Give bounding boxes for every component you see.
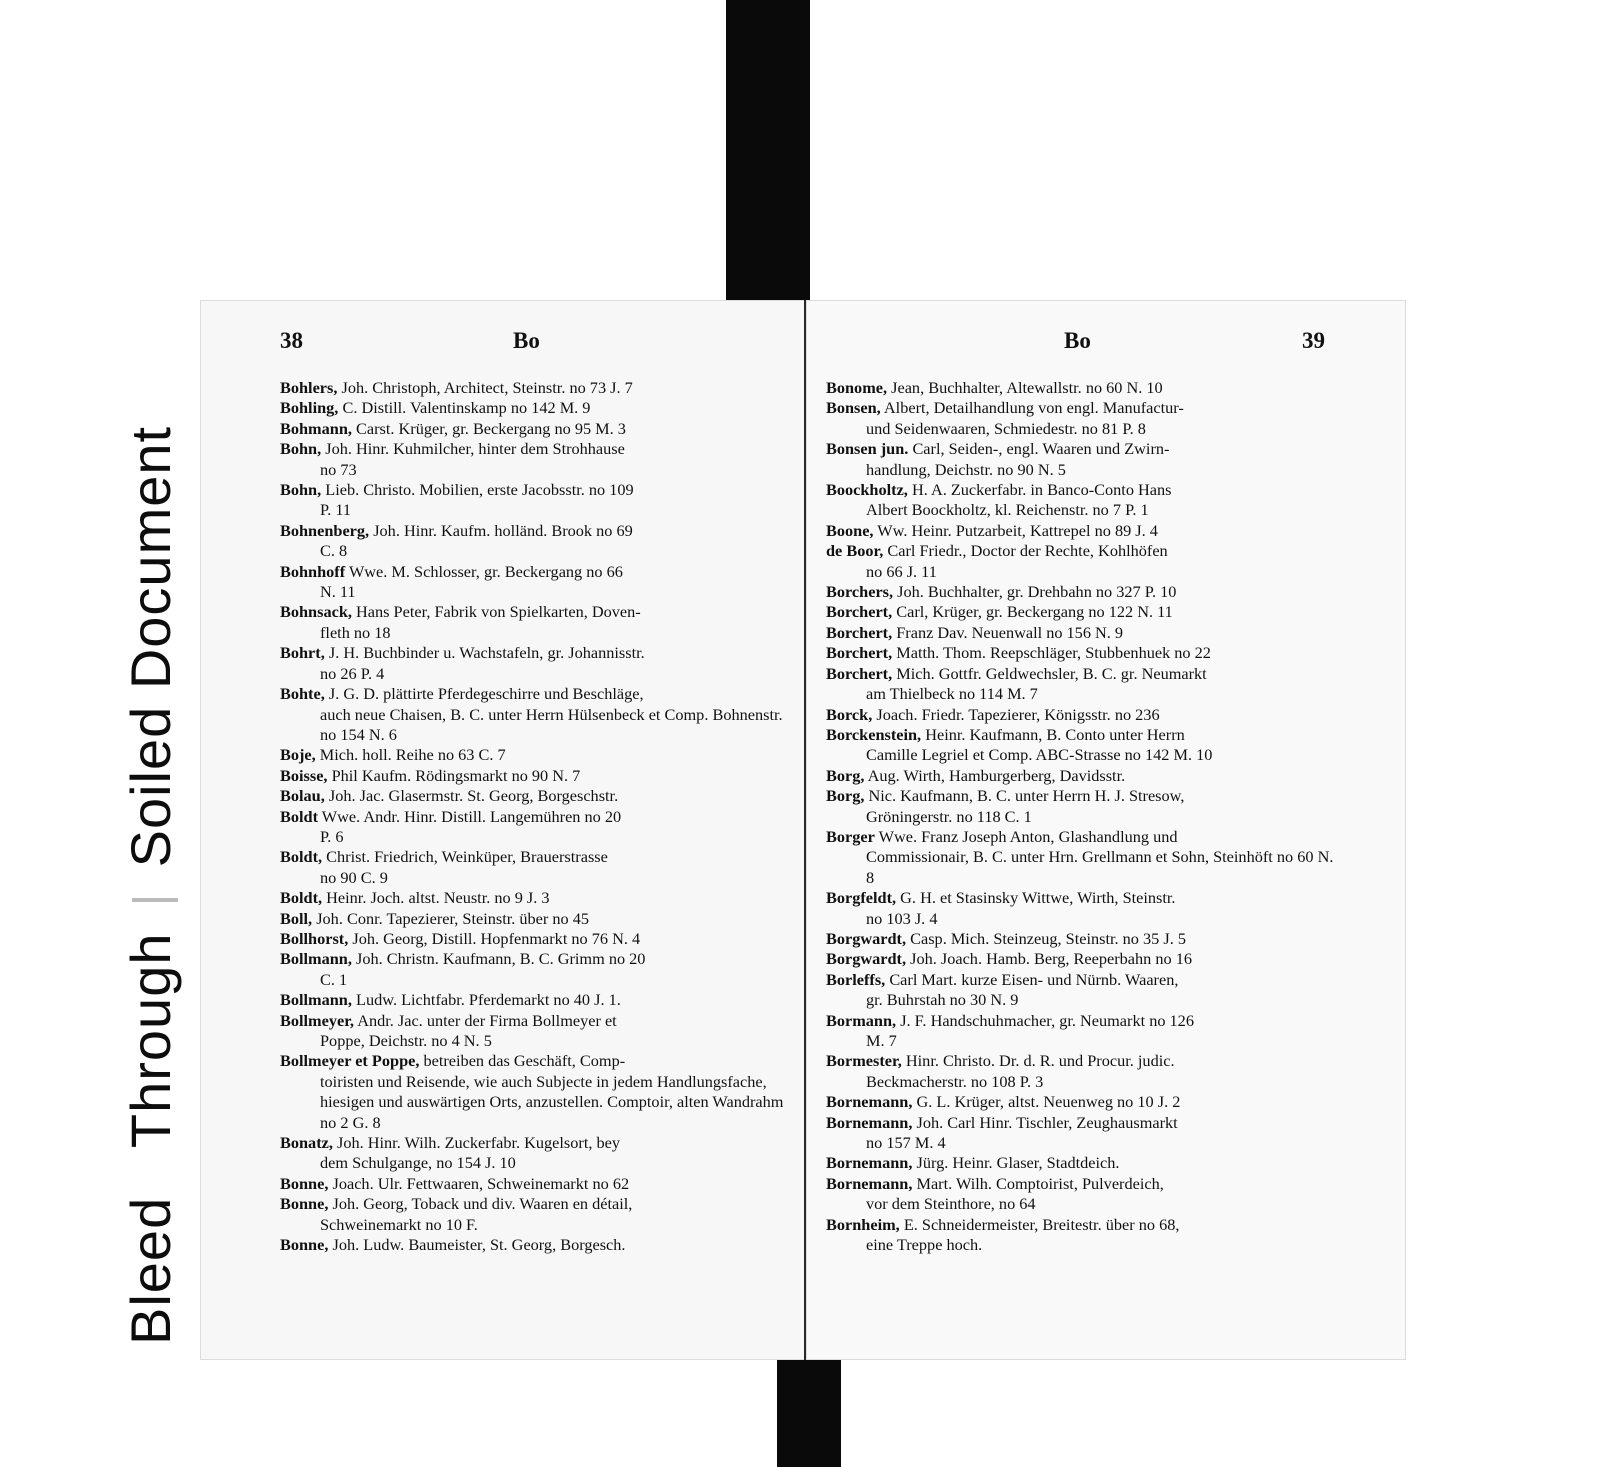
entry-text: Nic. Kaufmann, B. C. unter Herrn H. J. Stresow, (868, 786, 1185, 806)
entry-continuation: no 26 P. 4 (320, 663, 385, 683)
entry-name: Bohn, (280, 480, 322, 500)
entry-continuation: am Thielbeck no 114 M. 7 (866, 684, 1038, 704)
left-page-number: 38 (280, 328, 303, 353)
entry-text: Wwe. Franz Joseph Anton, Glashandlung und (878, 826, 1178, 846)
entry-text: Mich. Gottfr. Geldwechsler, B. C. gr. Neumarkt (896, 663, 1207, 683)
directory-entry (826, 949, 1336, 969)
entry-continuation: Beckmacherstr. no 108 P. 3 (866, 1071, 1044, 1091)
directory-entry (280, 949, 786, 990)
entry-continuation: no 90 C. 9 (320, 867, 388, 887)
entry-text: Joh. Christoph, Architect, Steinstr. no 73 J. 7 (341, 378, 633, 397)
entry-continuation: Commissionair, B. C. unter Hrn. Grellmann et Sohn, Steinhöft no 60 N. 8 (866, 847, 1334, 887)
directory-entry (280, 419, 786, 439)
directory-entry (280, 1235, 786, 1255)
entry-name: Bollmeyer et Poppe, (280, 1051, 420, 1071)
entry-text: Lieb. Christo. Mobilien, erste Jacobsstr. no 109 (325, 480, 634, 500)
entry-text: Joach. Friedr. Tapezierer, Königsstr. no 236 (876, 704, 1160, 724)
right-page-number: 39 (1302, 328, 1325, 353)
entry-text: Phil Kaufm. Rödingsmarkt no 90 N. 7 (331, 765, 581, 785)
entry-continuation: Albert Boockholtz, kl. Reichenstr. no 7 P. 1 (866, 500, 1149, 520)
entry-continuation: C. 1 (320, 969, 348, 989)
entry-text: Matth. Thom. Reepschläger, Stubbenhuek no 22 (896, 643, 1211, 663)
directory-entry (826, 521, 1336, 541)
directory-entry (280, 786, 786, 806)
entry-text: Carl, Krüger, gr. Beckergang no 122 N. 11 (896, 602, 1173, 622)
directory-entry (826, 643, 1336, 663)
entry-continuation: vor dem Steinthore, no 64 (866, 1194, 1036, 1214)
entry-name: Bohrt, (280, 643, 325, 663)
entry-name: Bollmann, (280, 990, 352, 1010)
entry-text: Joh. Georg, Distill. Hopfenmarkt no 76 N. 4 (352, 928, 641, 948)
entry-text: Heinr. Kaufmann, B. Conto unter Herrn (925, 724, 1185, 744)
entry-text: Joh. Conr. Tapezierer, Steinstr. über no 45 (316, 908, 590, 928)
directory-entry (826, 766, 1336, 786)
directory-entry (826, 602, 1336, 622)
directory-entry (826, 1113, 1336, 1154)
entry-name: Bornemann, (826, 1092, 913, 1112)
entry-continuation: gr. Buhrstah no 30 N. 9 (866, 990, 1019, 1010)
entry-text: J. F. Handschuhmacher, gr. Neumarkt no 126 (900, 1010, 1194, 1030)
entry-name: Bolau, (280, 786, 325, 806)
side-label-word-3: Soiled Document (119, 425, 182, 868)
directory-entry (826, 888, 1336, 929)
entry-text: Joach. Ulr. Fettwaaren, Schweinemarkt no 62 (332, 1173, 630, 1193)
entry-text: Wwe. Andr. Hinr. Distill. Langemühren no 20 (321, 806, 622, 826)
entry-name: Bohlers, (280, 378, 338, 397)
entry-name: Bornemann, (826, 1153, 913, 1173)
right-entry-list (826, 378, 1336, 1255)
entry-continuation: Gröningerstr. no 118 C. 1 (866, 806, 1032, 826)
entry-name: Bornheim, (826, 1214, 900, 1234)
entry-text: J. H. Buchbinder u. Wachstafeln, gr. Johannisstr. (328, 643, 645, 663)
entry-text: Mart. Wilh. Comptoirist, Pulverdeich, (916, 1173, 1164, 1193)
entry-name: de Boor, (826, 541, 884, 561)
entry-name: Boje, (280, 745, 316, 765)
directory-entry (280, 1051, 786, 1133)
entry-text: Jürg. Heinr. Glaser, Stadtdeich. (916, 1153, 1120, 1173)
entry-name: Boldt (280, 806, 319, 826)
entry-text: Jean, Buchhalter, Altewallstr. no 60 N. 10 (891, 378, 1163, 397)
directory-entry (280, 1194, 786, 1235)
entry-name: Bonome, (826, 378, 888, 397)
directory-entry (280, 378, 786, 398)
directory-entry (280, 602, 786, 643)
entry-name: Bohnsack, (280, 602, 352, 622)
directory-entry (826, 786, 1336, 827)
entry-name: Bohling, (280, 398, 339, 418)
directory-entry (280, 562, 786, 603)
entry-text: Joh. Hinr. Wilh. Zuckerfabr. Kugelsort, bey (337, 1133, 621, 1153)
directory-entry (826, 480, 1336, 521)
entry-continuation: C. 8 (320, 541, 348, 561)
entry-text: Casp. Mich. Steinzeug, Steinstr. no 35 J. 5 (910, 928, 1186, 948)
directory-entry (280, 990, 786, 1010)
entry-text: Christ. Friedrich, Weinküper, Brauerstrasse (326, 847, 608, 867)
entry-text: Carl Friedr., Doctor der Rechte, Kohlhöfen (887, 541, 1168, 561)
directory-entry (280, 807, 786, 848)
directory-entry (280, 684, 786, 745)
entry-continuation: und Seidenwaaren, Schmiedestr. no 81 P. 8 (866, 418, 1146, 438)
left-page (200, 300, 805, 1360)
entry-name: Borg, (826, 786, 865, 806)
right-page (806, 300, 1406, 1360)
entry-text: Joh. Christn. Kaufmann, B. C. Grimm no 20 (356, 949, 646, 969)
entry-continuation: no 103 J. 4 (866, 908, 938, 928)
entry-name: Borckenstein, (826, 724, 922, 744)
entry-continuation: eine Treppe hoch. (866, 1235, 983, 1255)
entry-text: Joh. Buchhalter, gr. Drehbahn no 327 P. 10 (897, 582, 1177, 602)
directory-entry (826, 1174, 1336, 1215)
side-label-word-1: Bleed (119, 1196, 182, 1345)
entry-name: Boone, (826, 520, 874, 540)
directory-entry (826, 725, 1336, 766)
entry-name: Bohte, (280, 684, 325, 704)
directory-entry (826, 1092, 1336, 1112)
entry-text: Joh. Hinr. Kaufm. holländ. Brook no 69 (373, 520, 633, 540)
gutter-strip-bottom (777, 1358, 841, 1467)
side-label-word-2: Through (119, 932, 182, 1149)
entry-name: Bohn, (280, 439, 322, 459)
entry-text: Ludw. Lichtfabr. Pferdemarkt no 40 J. 1. (356, 990, 621, 1010)
entry-name: Boisse, (280, 765, 328, 785)
entry-name: Bornemann, (826, 1173, 913, 1193)
directory-entry (280, 480, 786, 521)
entry-name: Bornemann, (826, 1112, 913, 1132)
entry-text: Wwe. M. Schlosser, gr. Beckergang no 66 (348, 561, 623, 581)
directory-entry (280, 1133, 786, 1174)
entry-name: Bohmann, (280, 418, 352, 438)
entry-name: Borchert, (826, 643, 893, 663)
entry-text: Joh. Georg, Toback und div. Waaren en détail, (332, 1194, 633, 1214)
entry-name: Bonatz, (280, 1133, 333, 1153)
entry-text: J. G. D. plättirte Pferdegeschirre und Beschläge, (328, 684, 644, 704)
entry-text: Carl Mart. kurze Eisen- und Nürnb. Waaren, (889, 969, 1179, 989)
entry-name: Borgwardt, (826, 928, 907, 948)
entry-name: Boll, (280, 908, 313, 928)
directory-entry (826, 623, 1336, 643)
entry-continuation: M. 7 (866, 1031, 897, 1050)
entry-text: Hans Peter, Fabrik von Spielkarten, Doven- (356, 602, 641, 622)
entry-continuation: Schweinemarkt no 10 F. (320, 1214, 478, 1234)
entry-text: G. H. et Stasinsky Wittwe, Wirth, Steinstr. (900, 888, 1176, 908)
entry-text: Mich. holl. Reihe no 63 C. 7 (319, 745, 506, 765)
entry-name: Borg, (826, 765, 865, 785)
entry-text: Heinr. Joch. altst. Neustr. no 9 J. 3 (326, 888, 550, 908)
entry-continuation: dem Schulgange, no 154 J. 10 (320, 1153, 516, 1173)
side-label-separator (132, 898, 178, 902)
directory-entry (280, 1011, 786, 1052)
directory-entry (280, 745, 786, 765)
directory-entry (826, 378, 1336, 398)
directory-entry (826, 541, 1336, 582)
directory-entry (826, 398, 1336, 439)
entry-continuation: auch neue Chaisen, B. C. unter Herrn Hülsenbeck et Comp. Bohnenstr. no 154 N. 6 (320, 704, 783, 744)
entry-name: Bonne, (280, 1173, 329, 1193)
entry-continuation: toiristen und Reisende, wie auch Subjecte in jedem Handlungsfache, hiesigen und auswärtigen Orts, anzustellen. Comptoir, alten Wandrahm no 2 G. 8 (320, 1071, 784, 1132)
entry-name: Bohnenberg, (280, 520, 370, 540)
directory-entry (280, 1174, 786, 1194)
entry-text: Carl, Seiden-, engl. Waaren und Zwirn- (912, 439, 1170, 459)
entry-name: Bonsen, (826, 398, 881, 418)
entry-text: Albert, Detailhandlung von engl. Manufactur- (883, 398, 1184, 418)
entry-text: Franz Dav. Neuenwall no 156 N. 9 (896, 622, 1124, 642)
directory-entry (280, 643, 786, 684)
entry-name: Borgwardt, (826, 949, 907, 969)
entry-name: Borchert, (826, 622, 893, 642)
entry-text: Joh. Jac. Glasermstr. St. Georg, Borgeschstr. (328, 786, 619, 806)
entry-text: Hinr. Christo. Dr. d. R. und Procur. judic. (905, 1051, 1175, 1071)
directory-entry (826, 664, 1336, 705)
entry-continuation: fleth no 18 (320, 622, 391, 642)
entry-continuation: P. 11 (320, 500, 352, 520)
directory-entry (826, 827, 1336, 888)
left-page-header: Bo (513, 328, 540, 353)
entry-name: Borck, (826, 704, 873, 724)
entry-text: Joh. Hinr. Kuhmilcher, hinter dem Strohhause (325, 439, 625, 459)
entry-continuation: Poppe, Deichstr. no 4 N. 5 (320, 1031, 492, 1050)
directory-entry (280, 766, 786, 786)
entry-text: Joh. Joach. Hamb. Berg, Reeperbahn no 16 (910, 949, 1192, 969)
directory-entry (826, 1011, 1336, 1052)
entry-text: Andr. Jac. unter der Firma Bollmeyer et (357, 1010, 617, 1030)
entry-name: Bormester, (826, 1051, 902, 1071)
entry-continuation: handlung, Deichstr. no 90 N. 5 (866, 459, 1066, 479)
entry-text: Ww. Heinr. Putzarbeit, Kattrepel no 89 J. 4 (877, 520, 1158, 540)
directory-entry (826, 970, 1336, 1011)
entry-text: Joh. Carl Hinr. Tischler, Zeughausmarkt (916, 1112, 1178, 1132)
directory-entry (280, 439, 786, 480)
entry-text: H. A. Zuckerfabr. in Banco-Conto Hans (911, 480, 1172, 500)
entry-name: Boockholtz, (826, 480, 908, 500)
entry-text: C. Distill. Valentinskamp no 142 M. 9 (342, 398, 591, 418)
directory-entry (826, 439, 1336, 480)
entry-name: Borchert, (826, 663, 893, 683)
side-label (118, 426, 183, 1345)
entry-name: Bollmeyer, (280, 1010, 355, 1030)
entry-text: Joh. Ludw. Baumeister, St. Georg, Borgesch. (332, 1235, 626, 1255)
entry-name: Boldt, (280, 847, 323, 867)
entry-name: Bollhorst, (280, 928, 349, 948)
entry-text: G. L. Krüger, altst. Neuenweg no 10 J. 2 (916, 1092, 1181, 1112)
entry-name: Bonne, (280, 1194, 329, 1214)
entry-name: Bormann, (826, 1010, 897, 1030)
gutter-strip-top (726, 0, 810, 300)
entry-name: Borger (826, 826, 875, 846)
entry-text: betreiben das Geschäft, Comp- (423, 1051, 626, 1071)
directory-entry (826, 1215, 1336, 1256)
entry-name: Borleffs, (826, 969, 886, 989)
directory-entry (826, 929, 1336, 949)
entry-text: E. Schneidermeister, Breitestr. über no 68, (903, 1214, 1180, 1234)
entry-name: Borchers, (826, 582, 894, 602)
entry-name: Bonsen jun. (826, 439, 909, 459)
entry-continuation: Camille Legriel et Comp. ABC-Strasse no 142 M. 10 (866, 745, 1213, 765)
directory-entry (280, 521, 786, 562)
entry-continuation: N. 11 (320, 582, 356, 602)
directory-entry (826, 1153, 1336, 1173)
entry-continuation: no 157 M. 4 (866, 1133, 946, 1153)
entry-text: Aug. Wirth, Hamburgerberg, Davidsstr. (867, 765, 1126, 785)
directory-entry (280, 398, 786, 418)
directory-entry (280, 929, 786, 949)
entry-name: Bohnhoff (280, 561, 346, 581)
entry-continuation: no 73 (320, 459, 357, 479)
directory-entry (280, 847, 786, 888)
directory-entry (826, 705, 1336, 725)
entry-continuation: P. 6 (320, 826, 344, 846)
entry-name: Borchert, (826, 602, 893, 622)
directory-entry (280, 909, 786, 929)
entry-name: Bonne, (280, 1235, 329, 1255)
directory-entry (826, 582, 1336, 602)
entry-text: Carst. Krüger, gr. Beckergang no 95 M. 3 (356, 418, 626, 438)
right-page-header: Bo (1064, 328, 1091, 353)
entry-continuation: no 66 J. 11 (866, 561, 937, 581)
directory-entry (280, 888, 786, 908)
entry-name: Bollmann, (280, 949, 352, 969)
entry-name: Boldt, (280, 888, 323, 908)
left-entry-list (280, 378, 786, 1255)
entry-name: Borgfeldt, (826, 888, 897, 908)
directory-entry (826, 1051, 1336, 1092)
